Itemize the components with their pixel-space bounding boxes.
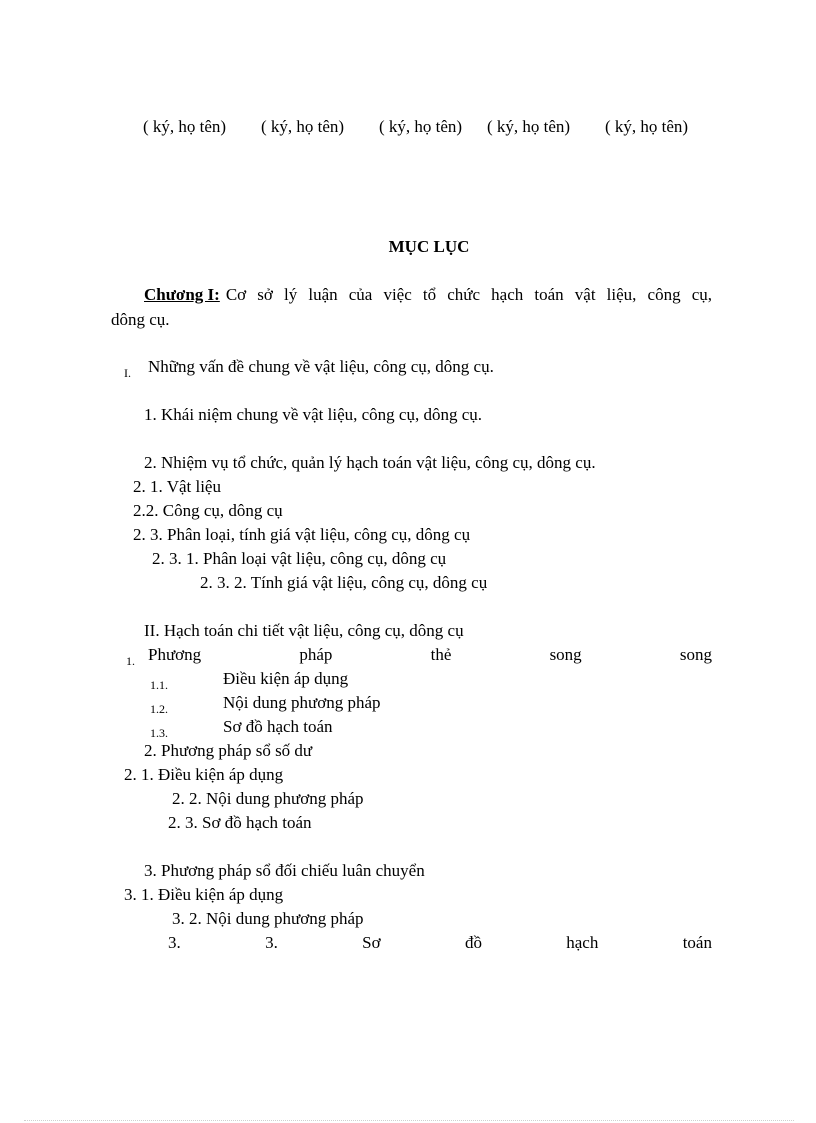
word: song: [679, 645, 712, 664]
word: song: [549, 645, 582, 664]
chapter-heading-line2: dông cụ.: [111, 310, 170, 329]
word: Phương: [148, 645, 202, 664]
word: đồ: [464, 933, 482, 952]
toc-num-1-2: 1.2.: [150, 702, 168, 716]
word: pháp: [299, 645, 333, 664]
toc-entry-m3-1: 3. 1. Điều kiện áp dụng: [124, 885, 284, 904]
page-bottom-rule: [24, 1120, 794, 1121]
toc-num-1-1: 1.1.: [150, 678, 168, 692]
signature-5: ( ký, họ tên): [605, 117, 689, 136]
toc-title: MỤC LỤC: [388, 237, 470, 256]
toc-entry-i: Những vấn đề chung về vật liệu, công cụ, dông cụ.: [148, 357, 494, 376]
toc-entry-ii: II. Hạch toán chi tiết vật liệu, công cụ, dông cụ: [144, 621, 464, 640]
word: 3.: [168, 933, 181, 952]
toc-entry-2-2: 2.2. Công cụ, dông cụ: [133, 501, 283, 520]
word: toán: [682, 933, 712, 952]
toc-num-1-3: 1.3.: [150, 726, 168, 740]
toc-entry-2-3-2: 2. 3. 2. Tính giá vật liệu, công cụ, dông cụ: [200, 573, 488, 592]
word: thẻ: [430, 645, 452, 664]
word: hạch: [566, 933, 599, 952]
toc-entry-2-1: 2. 1. Vật liệu: [133, 477, 221, 496]
signature-1: ( ký, họ tên): [143, 117, 227, 136]
toc-entry-m1: [148, 645, 712, 665]
word: Sơ: [362, 933, 381, 952]
toc-entry-m3-3: [168, 933, 712, 953]
toc-entry-m3: 3. Phương pháp sổ đối chiếu luân chuyển: [144, 861, 425, 880]
toc-entry-m2: 2. Phương pháp sổ số dư: [144, 741, 313, 760]
toc-entry-m2-1: 2. 1. Điều kiện áp dụng: [124, 765, 284, 784]
toc-entry-1-3: Sơ đồ hạch toán: [223, 717, 333, 736]
toc-entry-m2-2: 2. 2. Nội dung phương pháp: [172, 789, 364, 808]
toc-entry-2-3: 2. 3. Phân loại, tính giá vật liệu, công cụ, dông cụ: [133, 525, 471, 544]
toc-entry-2-3-1: 2. 3. 1. Phân loại vật liệu, công cụ, dông cụ: [152, 549, 447, 568]
chapter-label: Chương I:: [144, 285, 220, 304]
toc-num-m1: 1.: [126, 654, 135, 668]
chapter-heading-line1: [144, 285, 712, 305]
toc-entry-1-2: Nội dung phương pháp: [223, 693, 381, 712]
toc-entry-1-1: Điều kiện áp dụng: [223, 669, 349, 688]
toc-entry-m2-3: 2. 3. Sơ đồ hạch toán: [168, 813, 312, 832]
signature-4: ( ký, họ tên): [487, 117, 571, 136]
signature-3: ( ký, họ tên): [379, 117, 463, 136]
word: 3.: [265, 933, 278, 952]
toc-num-i: I.: [124, 366, 131, 380]
toc-entry-1: 1. Khái niệm chung về vật liệu, công cụ, dông cụ.: [144, 405, 483, 424]
toc-entry-m3-2: 3. 2. Nội dung phương pháp: [172, 909, 364, 928]
signature-2: ( ký, họ tên): [261, 117, 345, 136]
toc-entry-2: 2. Nhiệm vụ tổ chức, quản lý hạch toán vật liệu, công cụ, dông cụ.: [144, 453, 596, 472]
chapter-text: Cơ sở lý luận của việc tổ chức hạch toán vật liệu, công cụ,: [225, 285, 712, 304]
